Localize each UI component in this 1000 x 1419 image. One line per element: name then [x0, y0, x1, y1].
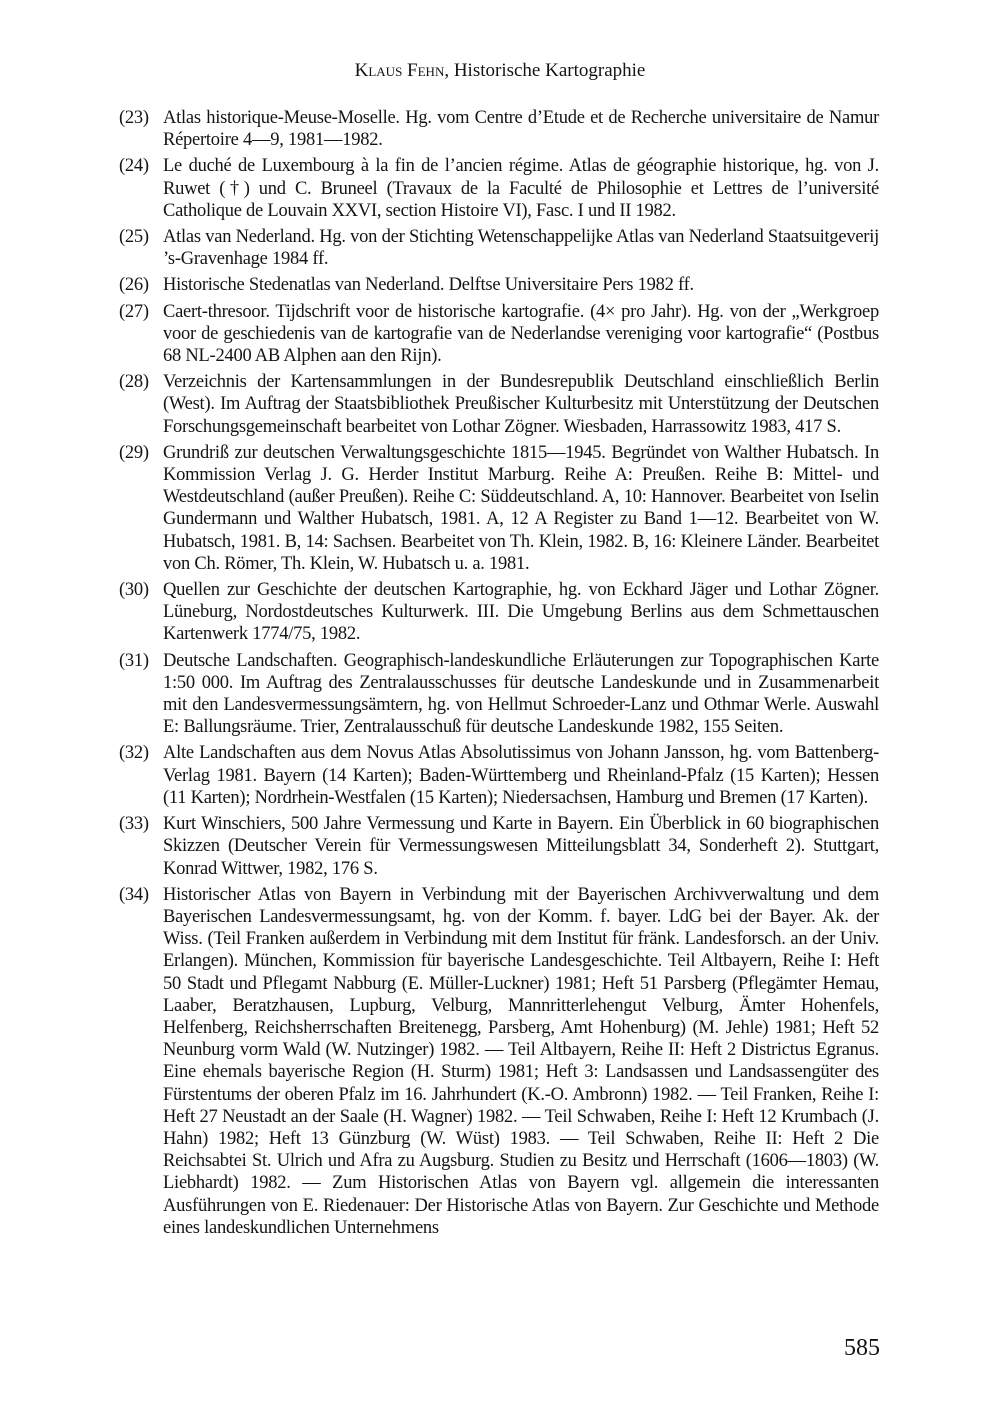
reference-number: (23): [119, 108, 149, 128]
reference-text: Atlas historique-Meuse-Moselle. Hg. vom Centre d’Etude et de Recherche universitaire de Namur Répertoire 4—9, 1981—1982.: [163, 108, 879, 151]
reference-list: [119, 107, 879, 1239]
reference-number: (25): [119, 227, 149, 248]
reference-number: (24): [119, 156, 149, 177]
reference-text: Kurt Winschiers, 500 Jahre Vermessung und Karte in Bayern. Ein Überblick in 60 biographischen Skizzen (Deutscher Verein für Vermessungswesen Mitteilungsblatt 34, Sonderheft 2). Stuttgart, Konrad Wittwer, 1982, 176 S.: [163, 814, 879, 879]
reference-number: (34): [119, 884, 149, 905]
reference-text: Caert-thresoor. Tijdschrift voor de historische kartografie. (4× pro Jahr). Hg. von der „Werkgroep voor de geschiedenis van de kartografie van de Nederlandse vereniging voor kartografie“ (Postbus 68 NL-2400 AB Alphen aan den Rijn).: [163, 301, 879, 367]
reference-entry: [119, 884, 879, 1239]
page-number: 585: [844, 1335, 880, 1361]
reference-number: (27): [119, 301, 149, 322]
reference-entry: [119, 274, 879, 296]
reference-text: Alte Landschaften aus dem Novus Atlas Absolutissimus von Johann Jansson, hg. vom Battenberg-Verlag 1981. Bayern (14 Karten); Baden-Württemberg und Rheinland-Pfalz (15 Karten); Hessen (11 Karten); Nordrhein-Westfalen (15 Karten); Niedersachsen, Hamburg und Bremen (17 Karten).: [163, 743, 879, 808]
reference-text: Historischer Atlas von Bayern in Verbindung mit der Bayerischen Archivverwaltung und dem Bayerischen Landesvermessungsamt, hg. von der Komm. f. bayer. LdG bei der Bayer. Ak. der Wiss. (Teil Franken außerdem in Verbindung mit dem Institut für fränk. Landesforsch. an der Univ. Erlangen). München, Kommission für bayerische Landesgeschichte. Teil Altbayern, Reihe I: Heft 50 Stadt und Pflegamt Nabburg (E. Müller-Luckner) 1981; Heft 51 Parsberg (Pflegämter Hemau, Laaber, Beratzhausen, Lupburg, Velburg, Mannritterlehengut Velburg, Ämter Hohenfels, Helfenberg, Reichsherrschaften Breitenegg, Parsberg, Amt Hohenburg) (M. Jehle) 1981; Heft 52 Neunburg vorm Wald (W. Nutzinger) 1982. — Teil Altbayern, Reihe II: Heft 2 Districtus Egranus. Eine ehemals bayerische Region (H. Sturm) 1981; Heft 3: Landsassen und Landsassengüter des Fürstentums der oberen Pfalz im 16. Jahrhundert (K.-O. Ambronn) 1982. — Teil Franken, Reihe I: Heft 27 Neustadt an der Saale (H. Wagner) 1982. — Teil Schwaben, Reihe I: Heft 12 Krumbach (J. Hahn) 1982; Heft 13 Günzburg (W. Wüst) 1983. — Teil Schwaben, Reihe II: Heft 2 Die Reichsabtei St. Ulrich und Afra zu Augsburg. Studien zu Besitz und Herrschaft (1606—1803) (W. Liebhardt) 1982. — Zum Historischen Atlas von Bayern vgl. allgemein die interessanten Ausführungen von E. Riedenauer: Der Historische Atlas von Bayern. Zur Geschichte und Methode eines landeskundlichen Unternehmens: [163, 884, 879, 1238]
reference-text: Atlas van Nederland. Hg. von der Stichting Wetenschappelijke Atlas van Nederland Staatsuitgeverij ’s-Gravenhage 1984 ff.: [163, 227, 879, 270]
reference-text: Verzeichnis der Kartensammlungen in der Bundesrepublik Deutschland einschließlich Berlin (West). Im Auftrag der Staatsbibliothek Preußischer Kulturbesitz mit Unterstützung der Deutschen Forschungsgemeinschaft bearbeitet von Lothar Zögner. Wiesbaden, Harrassowitz 1983, 417 S.: [163, 372, 879, 437]
reference-entry: [119, 579, 879, 646]
reference-number: (28): [119, 372, 149, 393]
reference-entry: [119, 442, 879, 575]
reference-entry: [119, 226, 879, 270]
reference-number: (26): [119, 275, 149, 296]
reference-number: (32): [119, 743, 149, 764]
reference-number: (30): [119, 580, 149, 601]
running-head: [0, 59, 1000, 83]
reference-text: Le duché de Luxembourg à la fin de l’ancien régime. Atlas de géographie historique, hg. von J. Ruwet (†) und C. Bruneel (Travaux de la Faculté de Philosophie et Lettres de l’université Catholique de Louvain XXVI, section Histoire VI), Fasc. I und II 1982.: [163, 156, 879, 221]
reference-text: Quellen zur Geschichte der deutschen Kartographie, hg. von Eckhard Jäger und Lothar Zögner. Lüneburg, Nordostdeutsches Kulturwerk. III. Die Umgebung Berlins aus dem Schmettauschen Kartenwerk 1774/75, 1982.: [163, 580, 879, 645]
reference-number: (29): [119, 442, 149, 463]
reference-entry: [119, 650, 879, 739]
reference-number: (33): [119, 814, 149, 835]
reference-entry: [119, 301, 879, 368]
reference-entry: [119, 107, 879, 151]
reference-text: Grundriß zur deutschen Verwaltungsgeschichte 1815—1945. Begründet von Walther Hubatsch. In Kommission Verlag J. G. Herder Institut Marburg. Reihe A: Preußen. Reihe B: Mittel- und Westdeutschland (außer Preußen). Reihe C: Süddeutschland. A, 10: Hannover. Bearbeitet von Iselin Gundermann und Walther Hubatsch, 1981. A, 12 A Register zu Band 1—12. Bearbeitet von W. Hubatsch, 1981. B, 14: Sachsen. Bearbeitet von Th. Klein, 1982. B, 16: Kleinere Länder. Bearbeitet von Ch. Römer, Th. Klein, W. Hubatsch u. a. 1981.: [163, 442, 879, 574]
reference-entry: [119, 155, 879, 222]
reference-text: Deutsche Landschaften. Geographisch-landeskundliche Erläuterungen zur Topographischen Karte 1:50 000. Im Auftrag des Zentralausschusses für deutsche Landeskunde und in Zusammenarbeit mit den Landesvermessungsämtern, hg. von Hellmut Schroeder-Lanz und Othmar Werle. Auswahl E: Ballungsräume. Trier, Zentralausschuß für deutsche Landeskunde 1982, 155 Seiten.: [163, 650, 879, 738]
running-head-title: , Historische Kartographie: [444, 60, 646, 81]
reference-entry: [119, 813, 879, 880]
reference-text: Historische Stedenatlas van Nederland. Delftse Universitaire Pers 1982 ff.: [163, 275, 694, 296]
reference-number: (31): [119, 650, 149, 671]
reference-entry: [119, 371, 879, 438]
running-head-author: Klaus Fehn: [354, 60, 445, 81]
reference-entry: [119, 742, 879, 809]
